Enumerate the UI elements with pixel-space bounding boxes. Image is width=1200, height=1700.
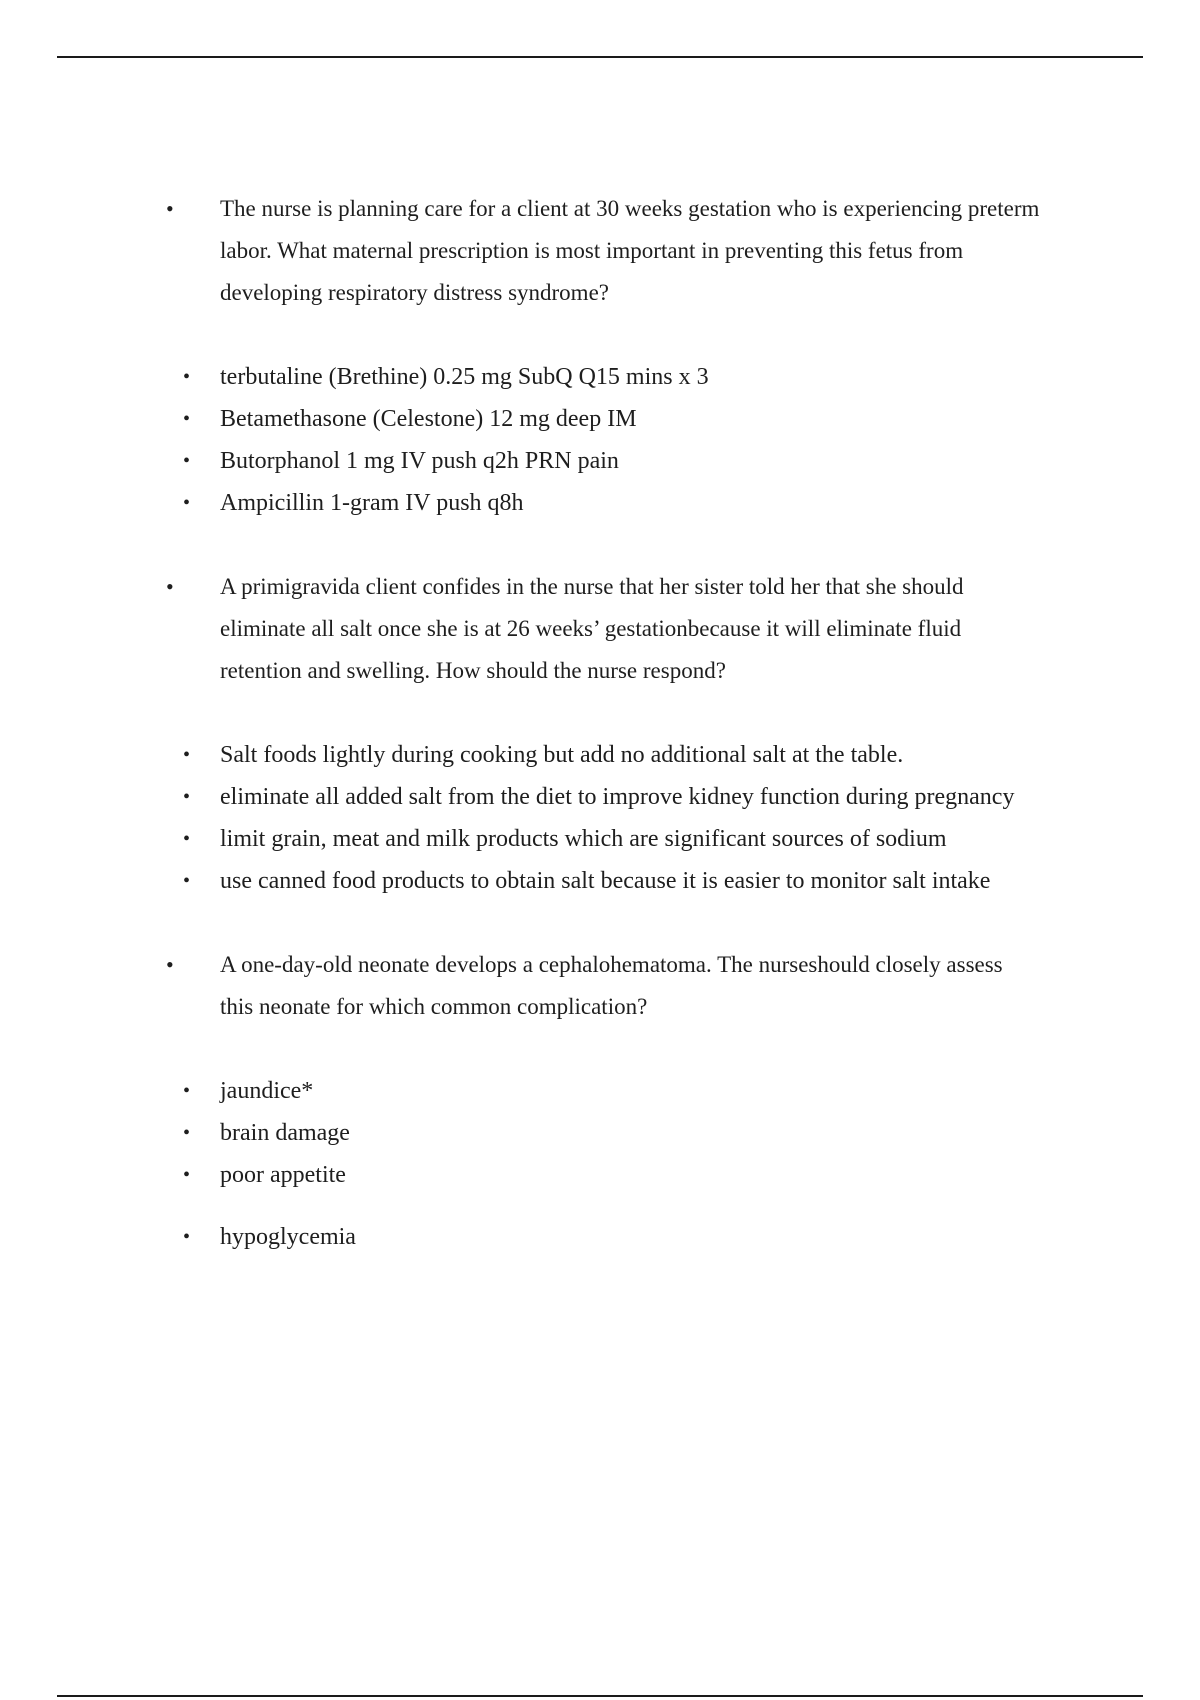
bullet-icon: • bbox=[183, 870, 191, 892]
answer-option bbox=[0, 818, 1040, 860]
bullet-icon: • bbox=[183, 828, 191, 850]
header-rule bbox=[57, 56, 1143, 58]
option-text: use canned food products to obtain salt because it is easier to monitor salt intake bbox=[220, 868, 991, 894]
bullet-icon: • bbox=[183, 408, 191, 430]
bullet-icon: • bbox=[183, 1164, 191, 1186]
question-text: A primigravida client confides in the nurse that her sister told her that she should eliminate all salt once she is at 26 weeks’ gestationbecause it will eliminate fluid retention and swelling. How should the nurse respond? bbox=[220, 574, 964, 683]
bullet-icon: • bbox=[183, 366, 191, 388]
answer-option bbox=[0, 1154, 1040, 1196]
bullet-icon: • bbox=[183, 744, 191, 766]
option-text: Butorphanol 1 mg IV push q2h PRN pain bbox=[220, 448, 619, 474]
option-text: poor appetite bbox=[220, 1162, 346, 1188]
question-stem bbox=[0, 566, 1040, 692]
document-body bbox=[0, 188, 1200, 1258]
answer-option bbox=[0, 776, 1040, 818]
bullet-icon: • bbox=[183, 1122, 191, 1144]
footer-rule bbox=[57, 1695, 1143, 1697]
answer-option bbox=[0, 356, 1040, 398]
answer-option bbox=[0, 398, 1040, 440]
answer-option bbox=[0, 734, 1040, 776]
bullet-icon: • bbox=[183, 1226, 191, 1248]
bullet-icon: • bbox=[166, 952, 174, 977]
question-stem bbox=[0, 188, 1040, 314]
answer-option bbox=[0, 1112, 1040, 1154]
answer-option bbox=[0, 482, 1040, 524]
bullet-icon: • bbox=[183, 492, 191, 514]
question-text: The nurse is planning care for a client at 30 weeks gestation who is experiencing preterm labor. What maternal prescription is most important in preventing this fetus from developing respiratory distress syndrome? bbox=[220, 196, 1040, 305]
question-text: A one-day-old neonate develops a cephalohematoma. The nurseshould closely assess this neonate for which common complication? bbox=[220, 952, 1003, 1019]
answer-options bbox=[0, 734, 1200, 902]
option-text: limit grain, meat and milk products which are significant sources of sodium bbox=[220, 826, 947, 852]
option-text: terbutaline (Brethine) 0.25 mg SubQ Q15 mins x 3 bbox=[220, 364, 709, 390]
answer-option bbox=[0, 1070, 1040, 1112]
answer-option bbox=[0, 440, 1040, 482]
answer-option bbox=[0, 860, 1040, 902]
answer-options bbox=[0, 356, 1200, 524]
option-text: jaundice* bbox=[220, 1078, 314, 1104]
option-text: brain damage bbox=[220, 1120, 350, 1146]
answer-options bbox=[0, 1070, 1200, 1258]
question-stem bbox=[0, 944, 1040, 1028]
option-text: hypoglycemia bbox=[220, 1224, 356, 1250]
option-text: Betamethasone (Celestone) 12 mg deep IM bbox=[220, 406, 637, 432]
option-text: eliminate all added salt from the diet to improve kidney function during pregnancy bbox=[220, 784, 1015, 810]
bullet-icon: • bbox=[166, 196, 174, 221]
answer-option bbox=[0, 1216, 1040, 1258]
bullet-icon: • bbox=[183, 450, 191, 472]
bullet-icon: • bbox=[183, 1080, 191, 1102]
bullet-icon: • bbox=[166, 574, 174, 599]
bullet-icon: • bbox=[183, 786, 191, 808]
option-text: Salt foods lightly during cooking but add no additional salt at the table. bbox=[220, 742, 904, 768]
option-text: Ampicillin 1-gram IV push q8h bbox=[220, 490, 524, 516]
